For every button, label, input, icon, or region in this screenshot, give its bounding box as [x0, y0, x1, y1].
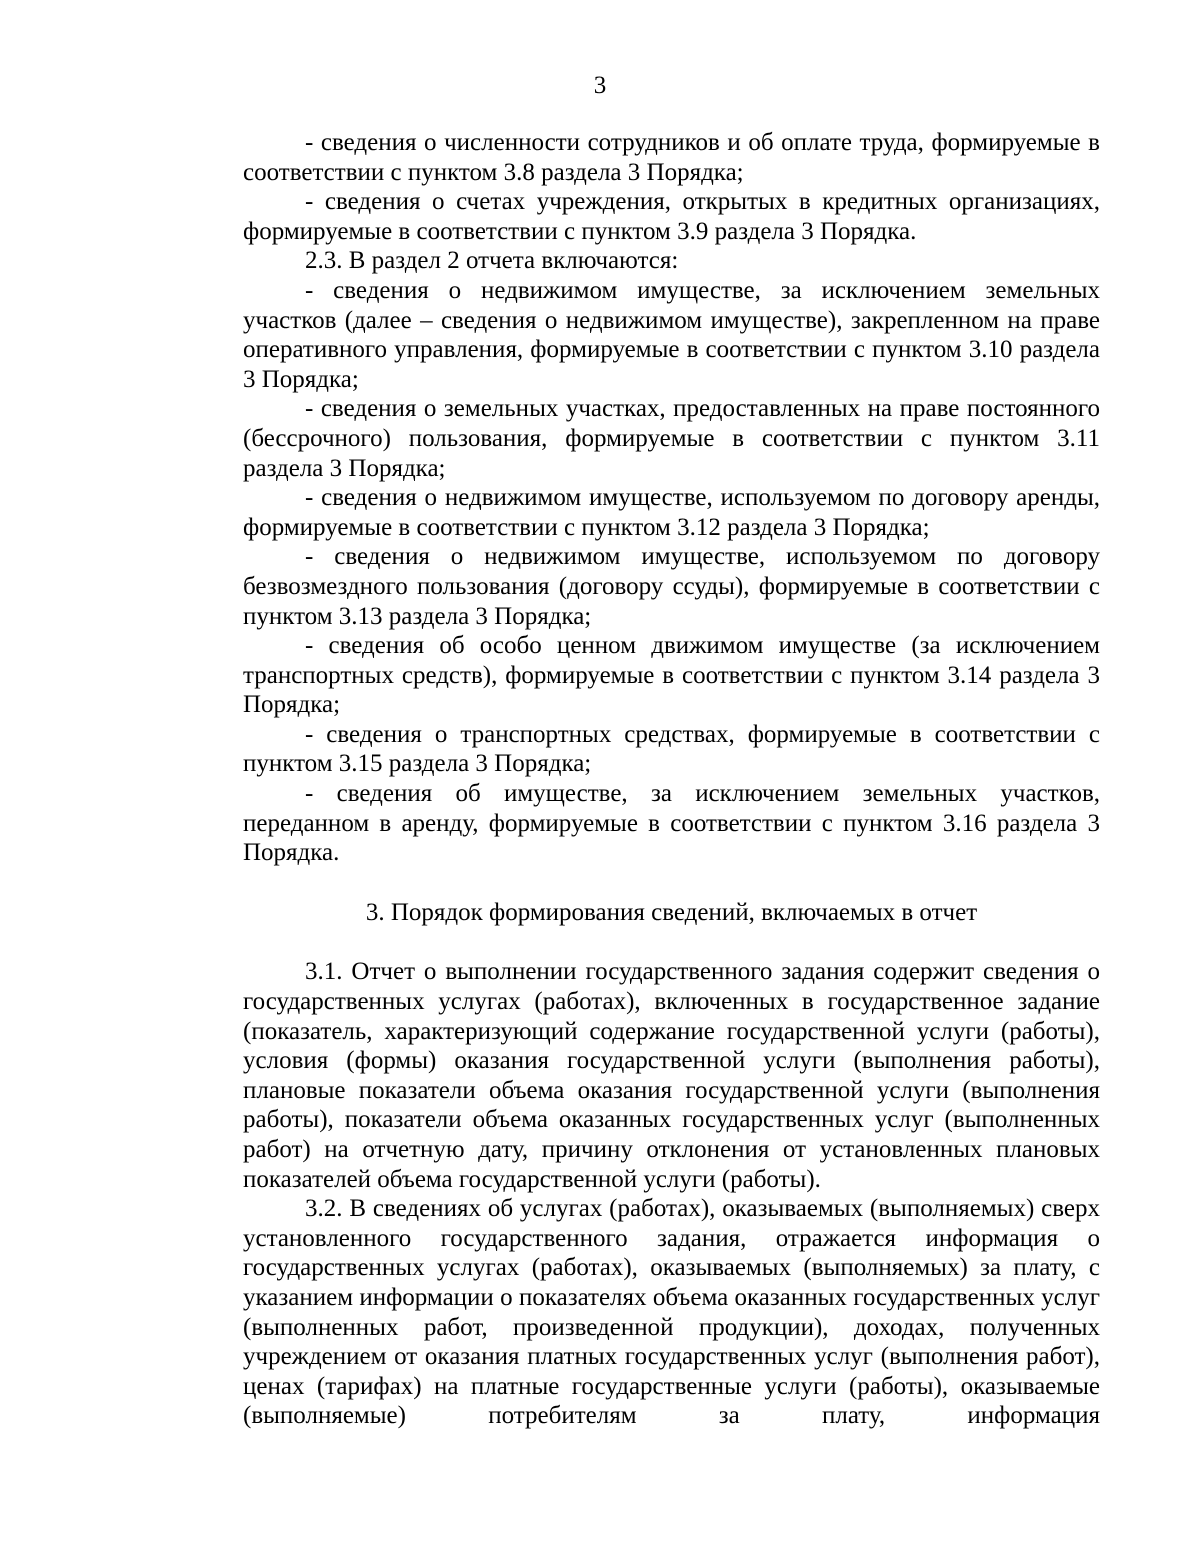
- paragraph: - сведения о недвижимом имуществе, используемом по договору безвозмездного пользования (договору ссуды), формируемые в соответствии с пунктом 3.13 раздела 3 Порядка;: [243, 543, 1100, 630]
- paragraph: - сведения о численности сотрудников и об оплате труда, формируемые в соответствии с пунктом 3.8 раздела 3 Порядка;: [243, 129, 1100, 186]
- paragraph: 3.1. Отчет о выполнении государственного задания содержит сведения о государственных услугах (работах), включенных в государственное задание (показатель, характеризующий содержание государственной услуги (работы), условия (формы) оказания государственной услуги (выполнения работы), плановые показатели объема оказания государственной услуги (выполнения работы), показатели объема оказанных государственных услуг (выполненных работ) на отчетную дату, причину отклонения от установленных плановых показателей объема государственной услуги (работы).: [243, 958, 1100, 1193]
- section-heading: 3. Порядок формирования сведений, включаемых в отчет: [365, 898, 978, 926]
- page-number: 3: [593, 72, 607, 99]
- paragraph: 2.3. В раздел 2 отчета включаются:: [305, 247, 679, 275]
- paragraph: - сведения о недвижимом имуществе, используемом по договору аренды, формируемые в соответствии с пунктом 3.12 раздела 3 Порядка;: [243, 484, 1100, 541]
- paragraph: - сведения об имуществе, за исключением земельных участков, переданном в аренду, формируемые в соответствии с пунктом 3.16 раздела 3 Порядка.: [243, 780, 1100, 867]
- paragraph: - сведения о транспортных средствах, формируемые в соответствии с пунктом 3.15 раздела 3 Порядка;: [243, 720, 1100, 778]
- paragraph: - сведения о счетах учреждения, открытых в кредитных организациях, формируемые в соответствии с пунктом 3.9 раздела 3 Порядка.: [243, 188, 1100, 245]
- paragraph: - сведения об особо ценном движимом имуществе (за исключением транспортных средств), формируемые в соответствии с пунктом 3.14 раздела 3 Порядка;: [243, 632, 1100, 719]
- paragraph: - сведения о земельных участках, предоставленных на праве постоянного (бессрочного) пользования, формируемые в соответствии с пунктом 3.11 раздела 3 Порядка;: [243, 395, 1100, 482]
- paragraph: - сведения о недвижимом имуществе, за исключением земельных участков (далее – сведения о недвижимом имуществе), закрепленном на праве оперативного управления, формируемые в соответствии с пунктом 3.10 раздела 3 Порядка;: [243, 276, 1100, 393]
- paragraph: 3.2. В сведениях об услугах (работах), оказываемых (выполняемых) сверх установленного государственного задания, отражается информация о государственных услугах (работах), оказываемых (выполняемых) за плату, с указанием информации о показателях объема оказанных государственных услуг (выполненных работ, произведенной продукции), доходах, полученных учреждением от оказания платных государственных услуг (выполнения работ), ценах (тарифах) на платные государственные услуги (работы), оказываемые (выполняемые) потребителям за плату, информация: [243, 1195, 1100, 1430]
- document-body: [243, 128, 1100, 1431]
